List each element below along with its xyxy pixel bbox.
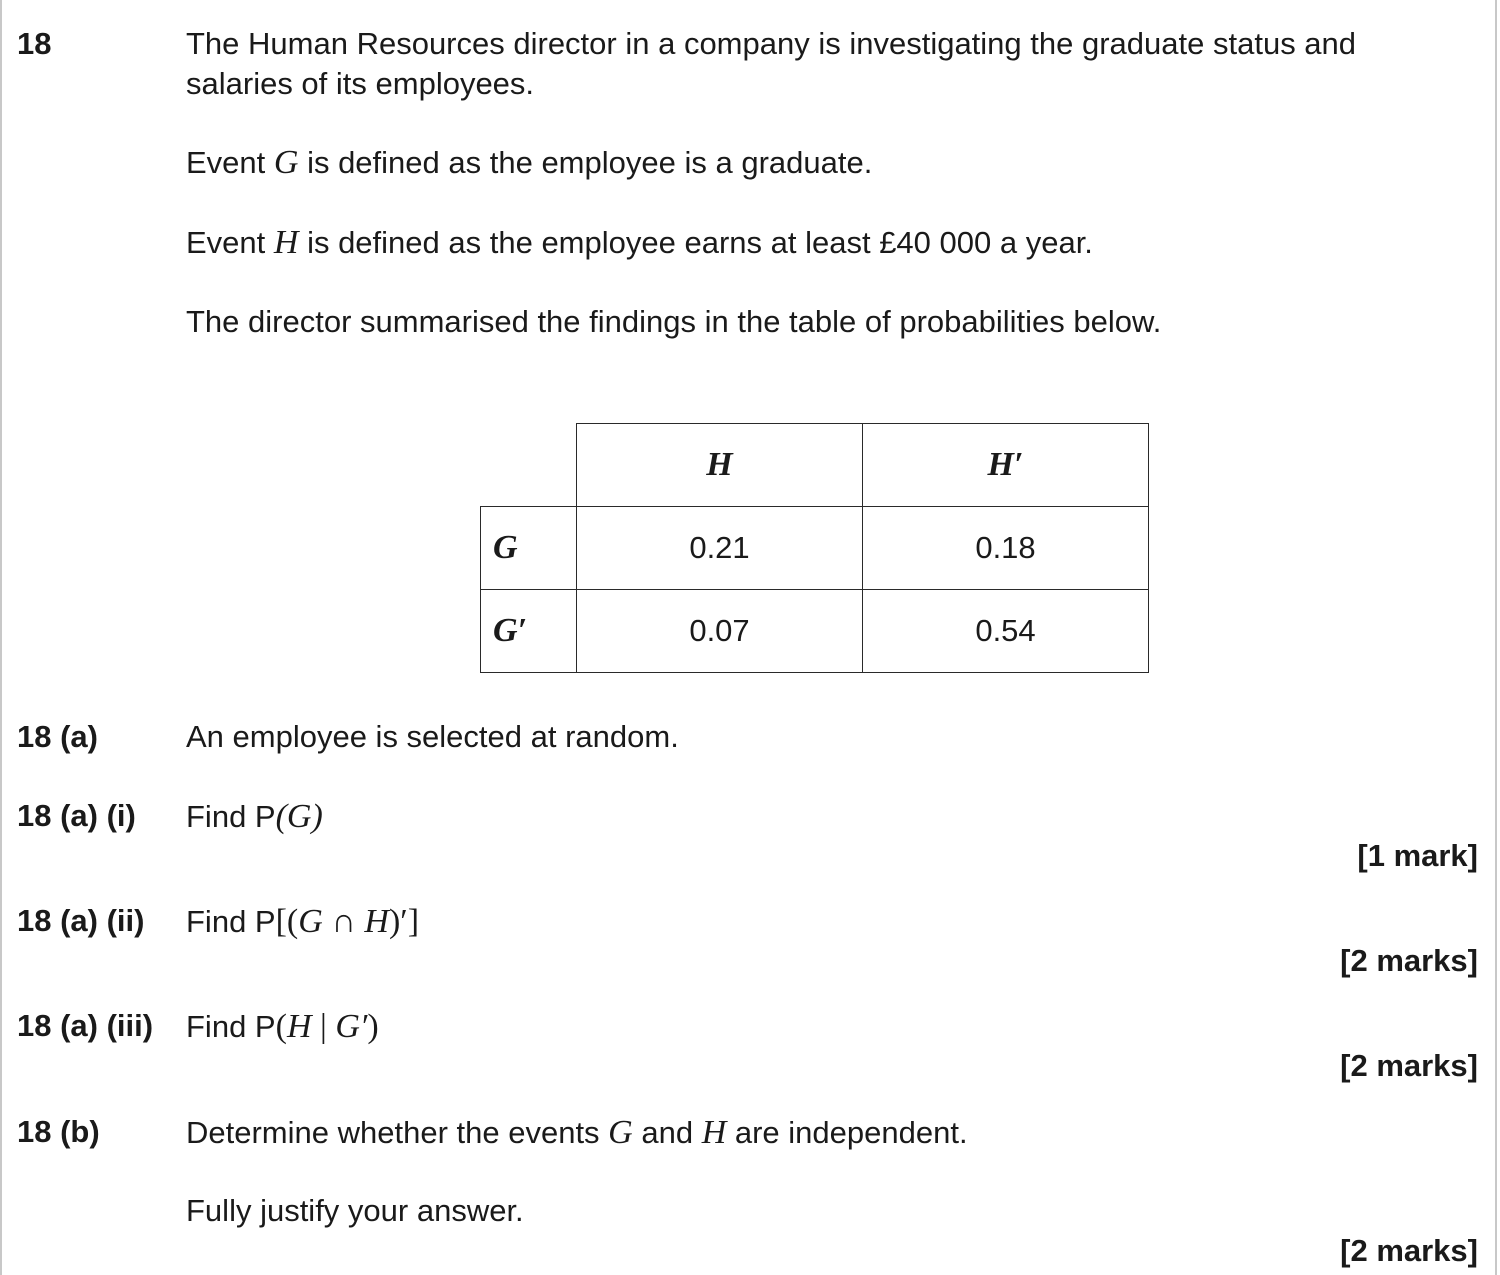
- part-a-iii-text: [186, 1008, 379, 1046]
- table-corner-cell: [481, 424, 577, 507]
- part-a-i-label: 18 (a) (i): [17, 798, 136, 833]
- table-cell: 0.07: [577, 590, 863, 673]
- event-g-definition: [186, 144, 872, 182]
- part-a-iii-bar: |: [311, 1008, 336, 1045]
- part-a-ii-close: )′]: [388, 903, 420, 940]
- row-header-g: G: [493, 529, 518, 566]
- event-h-var: H: [273, 224, 299, 261]
- event-h-pre: Event: [186, 225, 274, 260]
- part-a-ii-open: [(: [275, 903, 299, 940]
- table-row-header: [481, 590, 577, 673]
- part-b-label: 18 (b): [17, 1114, 100, 1149]
- table-row: [481, 590, 1149, 673]
- part-b-justify: Fully justify your answer.: [186, 1193, 524, 1228]
- table-cell: 0.18: [863, 507, 1149, 590]
- event-g-post: is defined as the employee is a graduate.: [298, 145, 873, 180]
- part-b-g: G: [608, 1114, 633, 1151]
- event-g-var: G: [273, 144, 299, 181]
- part-b-h: H: [701, 1114, 727, 1151]
- part-b-text: [186, 1114, 968, 1152]
- event-g-pre: Event: [186, 145, 274, 180]
- part-a-ii-cap: ∩: [322, 903, 365, 940]
- part-a-ii-marks: [2 marks]: [1340, 943, 1478, 978]
- table-row-header: [481, 507, 577, 590]
- table-col-header: [863, 424, 1149, 507]
- part-a-ii-label: 18 (a) (ii): [17, 903, 145, 938]
- part-b-mid: and: [632, 1115, 702, 1150]
- part-a-iii-find: Find P: [186, 1009, 276, 1044]
- table-row: [481, 507, 1149, 590]
- part-a-i-text: [186, 798, 323, 836]
- table-cell: 0.54: [863, 590, 1149, 673]
- part-a-iii-label: 18 (a) (iii): [17, 1008, 154, 1043]
- col-header-h-prime: H′: [987, 446, 1024, 483]
- summary-text: The director summarised the findings in the table of probabilities below.: [186, 304, 1162, 339]
- part-b-pre: Determine whether the events: [186, 1115, 609, 1150]
- part-a-iii-h: H: [286, 1008, 312, 1045]
- part-a-ii-find: Find P: [186, 904, 276, 939]
- probability-table: [480, 423, 1149, 673]
- row-header-g-prime: G′: [493, 612, 528, 649]
- col-header-h: H: [706, 446, 733, 483]
- part-a-i-find: Find P: [186, 799, 276, 834]
- part-a-iii-marks: [2 marks]: [1340, 1048, 1478, 1083]
- part-a-i-marks: [1 mark]: [1357, 838, 1478, 873]
- intro-line-2: salaries of its employees.: [186, 66, 535, 101]
- part-b-marks: [2 marks]: [1340, 1233, 1478, 1268]
- table-header-row: [481, 424, 1149, 507]
- part-a-label: 18 (a): [17, 719, 98, 754]
- table-cell: 0.21: [577, 507, 863, 590]
- part-a-ii-h: H: [364, 903, 389, 940]
- part-a-iii-open: (: [275, 1008, 287, 1045]
- table-col-header: [577, 424, 863, 507]
- part-a-text: An employee is selected at random.: [186, 719, 679, 754]
- page-border-right: [1495, 0, 1497, 1275]
- part-b-post: are independent.: [726, 1115, 968, 1150]
- part-a-iii-close: ): [367, 1008, 379, 1045]
- part-a-iii-g: G′: [335, 1008, 368, 1045]
- part-a-i-expr: (G): [275, 798, 323, 835]
- question-number: 18: [17, 26, 52, 61]
- intro-line-1: The Human Resources director in a company is investigating the graduate status and: [186, 26, 1357, 61]
- event-h-definition: [186, 224, 1093, 262]
- page-border-left: [0, 0, 2, 1275]
- part-a-ii-text: [186, 903, 419, 941]
- part-a-ii-g: G: [298, 903, 323, 940]
- event-h-post: is defined as the employee earns at least £40 000 a year.: [298, 225, 1093, 260]
